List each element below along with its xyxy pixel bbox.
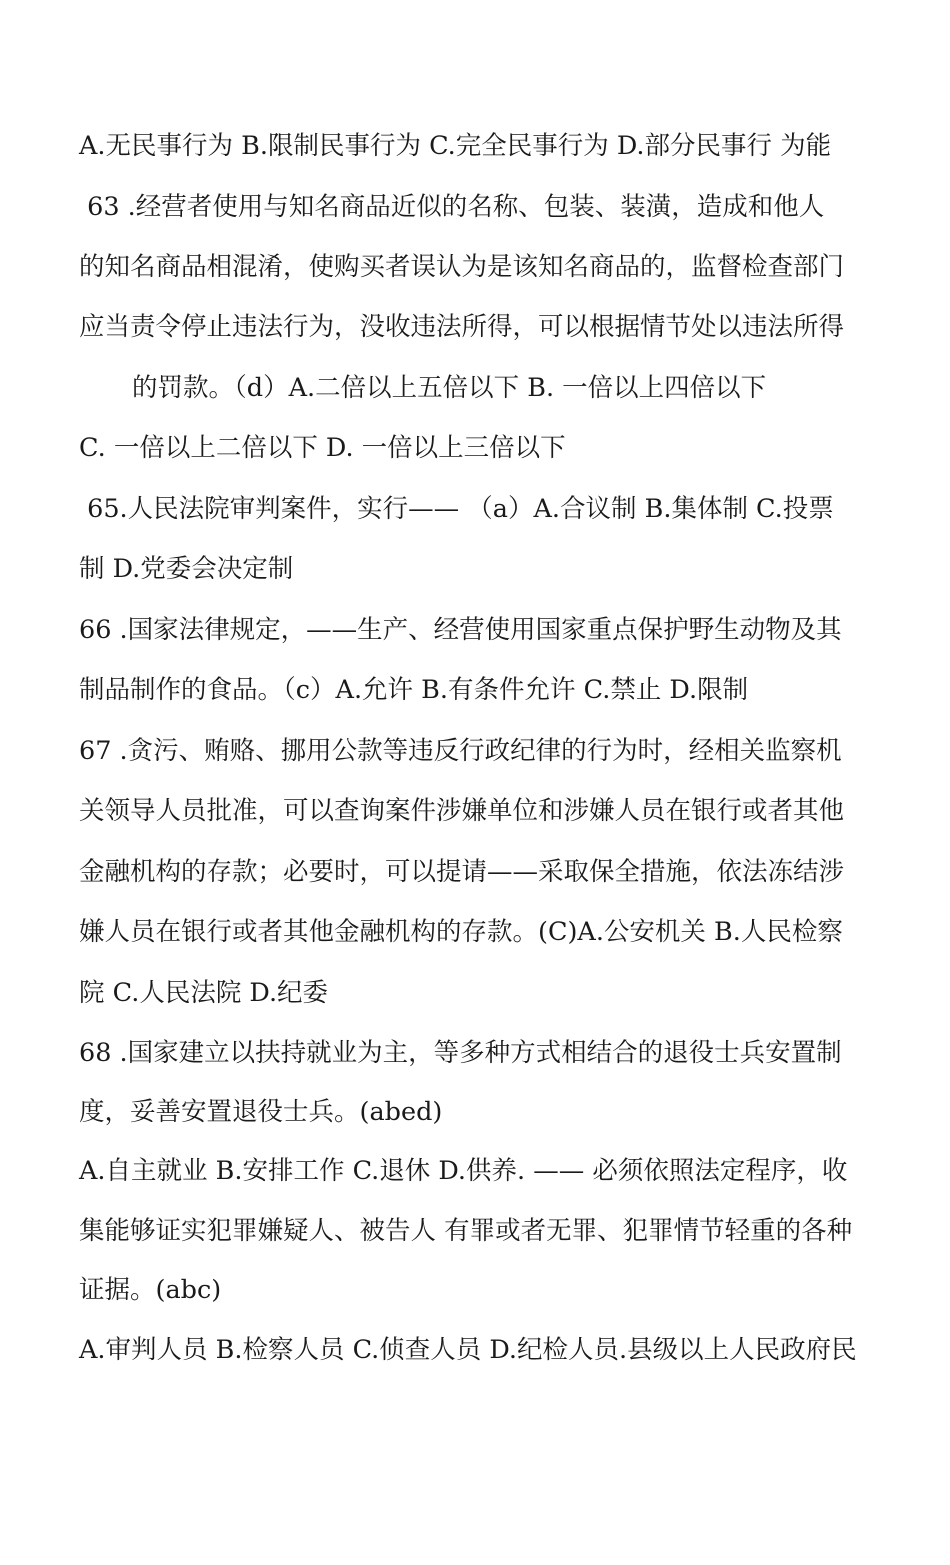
text-line: A.自主就业 B.安排工作 C.退休 D.供养. —— 必须依照法定程序，收 bbox=[79, 1156, 848, 1186]
text-line: 关领导人员批准，可以查询案件涉嫌单位和涉嫌人员在银行或者其他 bbox=[79, 796, 845, 826]
text-line: 67 .贪污、贿赂、挪用公款等违反行政纪律的行为时，经相关监察机 bbox=[79, 736, 842, 766]
text-line: 63 .经营者使用与知名商品近似的名称、包装、装潢，造成和他人 bbox=[79, 192, 825, 222]
text-line: A.无民事行为 B.限制民事行为 C.完全民事行为 D.部分民事行 为能 bbox=[79, 131, 832, 161]
text-line: 应当责令停止违法行为，没收违法所得，可以根据情节处以违法所得 bbox=[79, 312, 845, 342]
text-line: 制品制作的食品。（c）A.允许 B.有条件允许 C.禁止 D.限制 bbox=[79, 675, 749, 705]
text-line: C. 一倍以上二倍以下 D. 一倍以上三倍以下 bbox=[79, 433, 566, 463]
text-line: 集能够证实犯罪嫌疑人、被告人 有罪或者无罪、犯罪情节轻重的各种 bbox=[79, 1216, 853, 1246]
text-line: 嫌人员在银行或者其他金融机构的存款。(C)A.公安机关 B.人民检察 bbox=[79, 917, 843, 947]
text-line: 金融机构的存款；必要时，可以提请——采取保全措施，依法冻结涉 bbox=[79, 857, 845, 887]
text-line: 65.人民法院审判案件，实行—— （a）A.合议制 B.集体制 C.投票 bbox=[79, 494, 834, 524]
text-line: 制 D.党委会决定制 bbox=[79, 554, 294, 584]
text-line: 的知名商品相混淆，使购买者误认为是该知名商品的，监督检查部门 bbox=[79, 252, 845, 282]
text-line: 的罚款。（d）A.二倍以上五倍以下 B. 一倍以上四倍以下 bbox=[132, 373, 767, 403]
text-line: A.审判人员 B.检察人员 C.侦查人员 D.纪检人员.县级以上人民政府民 bbox=[79, 1335, 857, 1365]
text-line: 68 .国家建立以扶持就业为主，等多种方式相结合的退役士兵安置制 bbox=[79, 1038, 842, 1068]
text-line: 度，妥善安置退役士兵。(abed) bbox=[79, 1097, 443, 1127]
text-line: 院 C.人民法院 D.纪委 bbox=[79, 978, 329, 1008]
text-line: 证据。(abc) bbox=[79, 1275, 222, 1305]
text-line: 66 .国家法律规定，——生产、经营使用国家重点保护野生动物及其 bbox=[79, 615, 842, 645]
